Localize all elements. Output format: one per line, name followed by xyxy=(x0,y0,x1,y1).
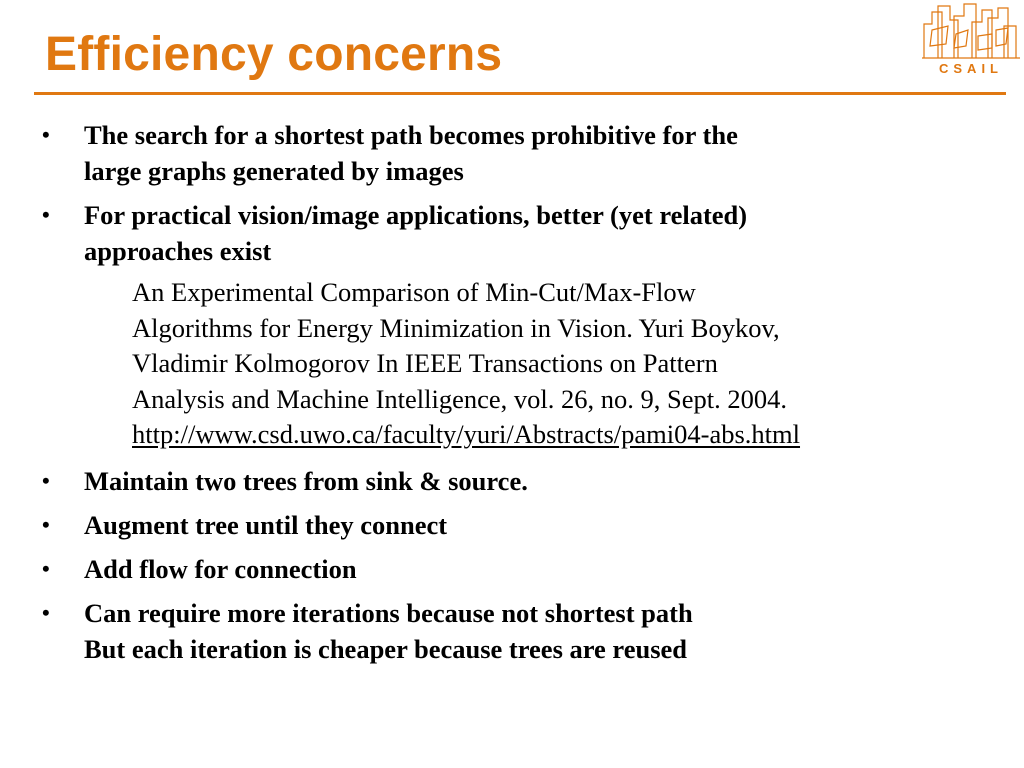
bullet-line: large graphs generated by images xyxy=(84,156,464,186)
slide-title: Efficiency concerns xyxy=(45,28,503,81)
citation-line: Analysis and Machine Intelligence, vol. 26, no. 9, Sept. 2004. xyxy=(132,383,788,414)
bullet-list-bottom xyxy=(40,463,1000,667)
citation-line: Algorithms for Energy Minimization in Vision. Yuri Boykov, xyxy=(132,312,780,343)
bullet-line: Augment tree until they connect xyxy=(84,509,448,540)
bullet-text xyxy=(84,595,1000,667)
slide-body xyxy=(40,117,1000,675)
bullet-line: Maintain two trees from sink & source. xyxy=(84,465,528,496)
citation-link[interactable]: http://www.csd.uwo.ca/faculty/yuri/Abstracts/pami04-abs.html xyxy=(132,419,801,449)
logo-text: CSAIL xyxy=(939,61,1003,76)
bullet-line: The search for a shortest path becomes prohibitive for the xyxy=(84,120,738,150)
csail-building-logo-icon xyxy=(918,0,1024,62)
bullet-item xyxy=(40,551,1000,587)
bullet-text xyxy=(84,551,1000,587)
bullet-list-top xyxy=(40,117,1000,269)
bullet-item xyxy=(40,197,1000,269)
bullet-text xyxy=(84,197,1000,269)
bullet-text xyxy=(84,507,1000,543)
bullet-line: approaches exist xyxy=(84,236,272,266)
bullet-item xyxy=(40,595,1000,667)
bullet-dot-icon: • xyxy=(42,555,50,581)
citation-block xyxy=(132,275,1000,453)
bullet-text xyxy=(84,117,1000,189)
bullet-line: Can require more iterations because not shortest path xyxy=(84,597,693,628)
bullet-dot-icon: • xyxy=(42,599,50,625)
bullet-dot-icon: • xyxy=(42,122,50,147)
bullet-text xyxy=(84,463,1000,499)
title-divider xyxy=(34,92,1006,95)
bullet-item xyxy=(40,117,1000,189)
bullet-item xyxy=(40,507,1000,543)
citation-line: An Experimental Comparison of Min-Cut/Max-Flow xyxy=(132,277,696,307)
citation-line: Vladimir Kolmogorov In IEEE Transactions on Pattern xyxy=(132,348,718,378)
bullet-line: For practical vision/image applications, better (yet related) xyxy=(84,200,748,230)
bullet-line: But each iteration is cheaper because trees are reused xyxy=(84,633,688,664)
csail-logo xyxy=(918,0,1024,82)
bullet-dot-icon: • xyxy=(42,511,50,537)
bullet-item xyxy=(40,463,1000,499)
bullet-line: Add flow for connection xyxy=(84,553,357,584)
bullet-dot-icon: • xyxy=(42,467,50,493)
bullet-dot-icon: • xyxy=(42,202,50,227)
